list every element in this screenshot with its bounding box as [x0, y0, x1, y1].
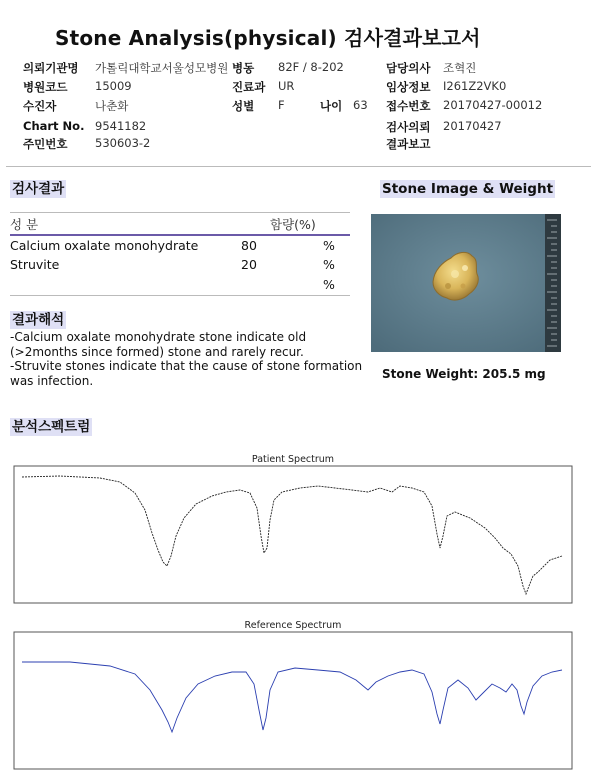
- report-label: 결과보고: [386, 137, 431, 151]
- institution-value: 가톨릭대학교서울성모병원: [95, 61, 229, 75]
- patient-spectrum-title: Patient Spectrum: [251, 454, 335, 465]
- stone-image-heading: Stone Image & Weight: [382, 181, 554, 197]
- report-title: Stone Analysis(physical) 검사결과보고서: [55, 26, 481, 50]
- component-name: Calcium oxalate monohydrate: [10, 238, 199, 253]
- patient-spectrum-frame: [14, 466, 572, 603]
- reference-spectrum-chart: [0, 614, 597, 774]
- sex-label: 성별: [232, 99, 255, 113]
- col-amount-header: 함량(%): [270, 217, 316, 232]
- patient-spectrum-chart: [0, 448, 597, 608]
- stone-weight: Stone Weight: 205.5 mg: [382, 367, 546, 381]
- header-divider: [6, 166, 591, 167]
- age-value: 63: [353, 98, 368, 112]
- interpretation-line: -Calcium oxalate monohydrate stone indicate old: [10, 330, 307, 344]
- reference-spectrum-frame: [14, 632, 572, 769]
- interpretation-line: (>2months since formed) stone and rarely recur.: [10, 344, 304, 359]
- results-table-bottom-line: [10, 295, 350, 296]
- component-amount: 80: [241, 238, 257, 253]
- age-label: 나이: [320, 99, 343, 113]
- component-unit: %: [323, 277, 335, 292]
- doctor-label: 담당의사: [386, 61, 431, 75]
- id-value: 530603-2: [95, 136, 151, 150]
- results-table-top-line: [10, 212, 350, 213]
- results-heading: 검사결과: [12, 181, 65, 197]
- clinical-label: 임상정보: [386, 80, 431, 94]
- interpretation-heading: 결과해석: [12, 312, 65, 328]
- stone-photo: [371, 214, 561, 352]
- request-value: 20170427: [443, 119, 502, 133]
- component-unit: %: [323, 238, 335, 253]
- ward-value: 82F / 8-202: [278, 60, 344, 74]
- request-label: 검사의뢰: [386, 120, 431, 134]
- interpretation-line: -Struvite stones indicate that the cause of stone formation: [10, 359, 363, 373]
- receipt-label: 접수번호: [386, 99, 431, 113]
- hospital-code-label: 병원코드: [23, 80, 68, 94]
- chart-no-value: 9541182: [95, 119, 147, 133]
- results-header-line: [10, 234, 350, 236]
- patient-value: 나춘화: [95, 99, 129, 113]
- receipt-value: 20170427-00012: [443, 98, 543, 112]
- interpretation-line: was infection.: [10, 373, 94, 388]
- component-amount: 20: [241, 257, 257, 272]
- spectrum-heading: 분석스펙트럼: [12, 419, 91, 435]
- component-name: Struvite: [10, 257, 60, 272]
- doctor-value: 조혁진: [443, 61, 477, 75]
- clinical-value: I261Z2VK0: [443, 79, 507, 93]
- ward-label: 병동: [232, 61, 255, 75]
- dept-label: 진료과: [232, 80, 266, 94]
- sex-value: F: [278, 98, 285, 112]
- hospital-code-value: 15009: [95, 79, 132, 93]
- reference-spectrum-title: Reference Spectrum: [244, 620, 342, 631]
- institution-label: 의뢰기관명: [23, 61, 79, 75]
- patient-label: 수진자: [23, 99, 57, 113]
- col-component-header: 성 분: [10, 217, 39, 232]
- interpretation-text: [10, 330, 365, 388]
- chart-no-label: Chart No.: [23, 119, 85, 133]
- component-unit: %: [323, 257, 335, 272]
- dept-value: UR: [278, 79, 295, 93]
- id-label: 주민번호: [23, 137, 68, 151]
